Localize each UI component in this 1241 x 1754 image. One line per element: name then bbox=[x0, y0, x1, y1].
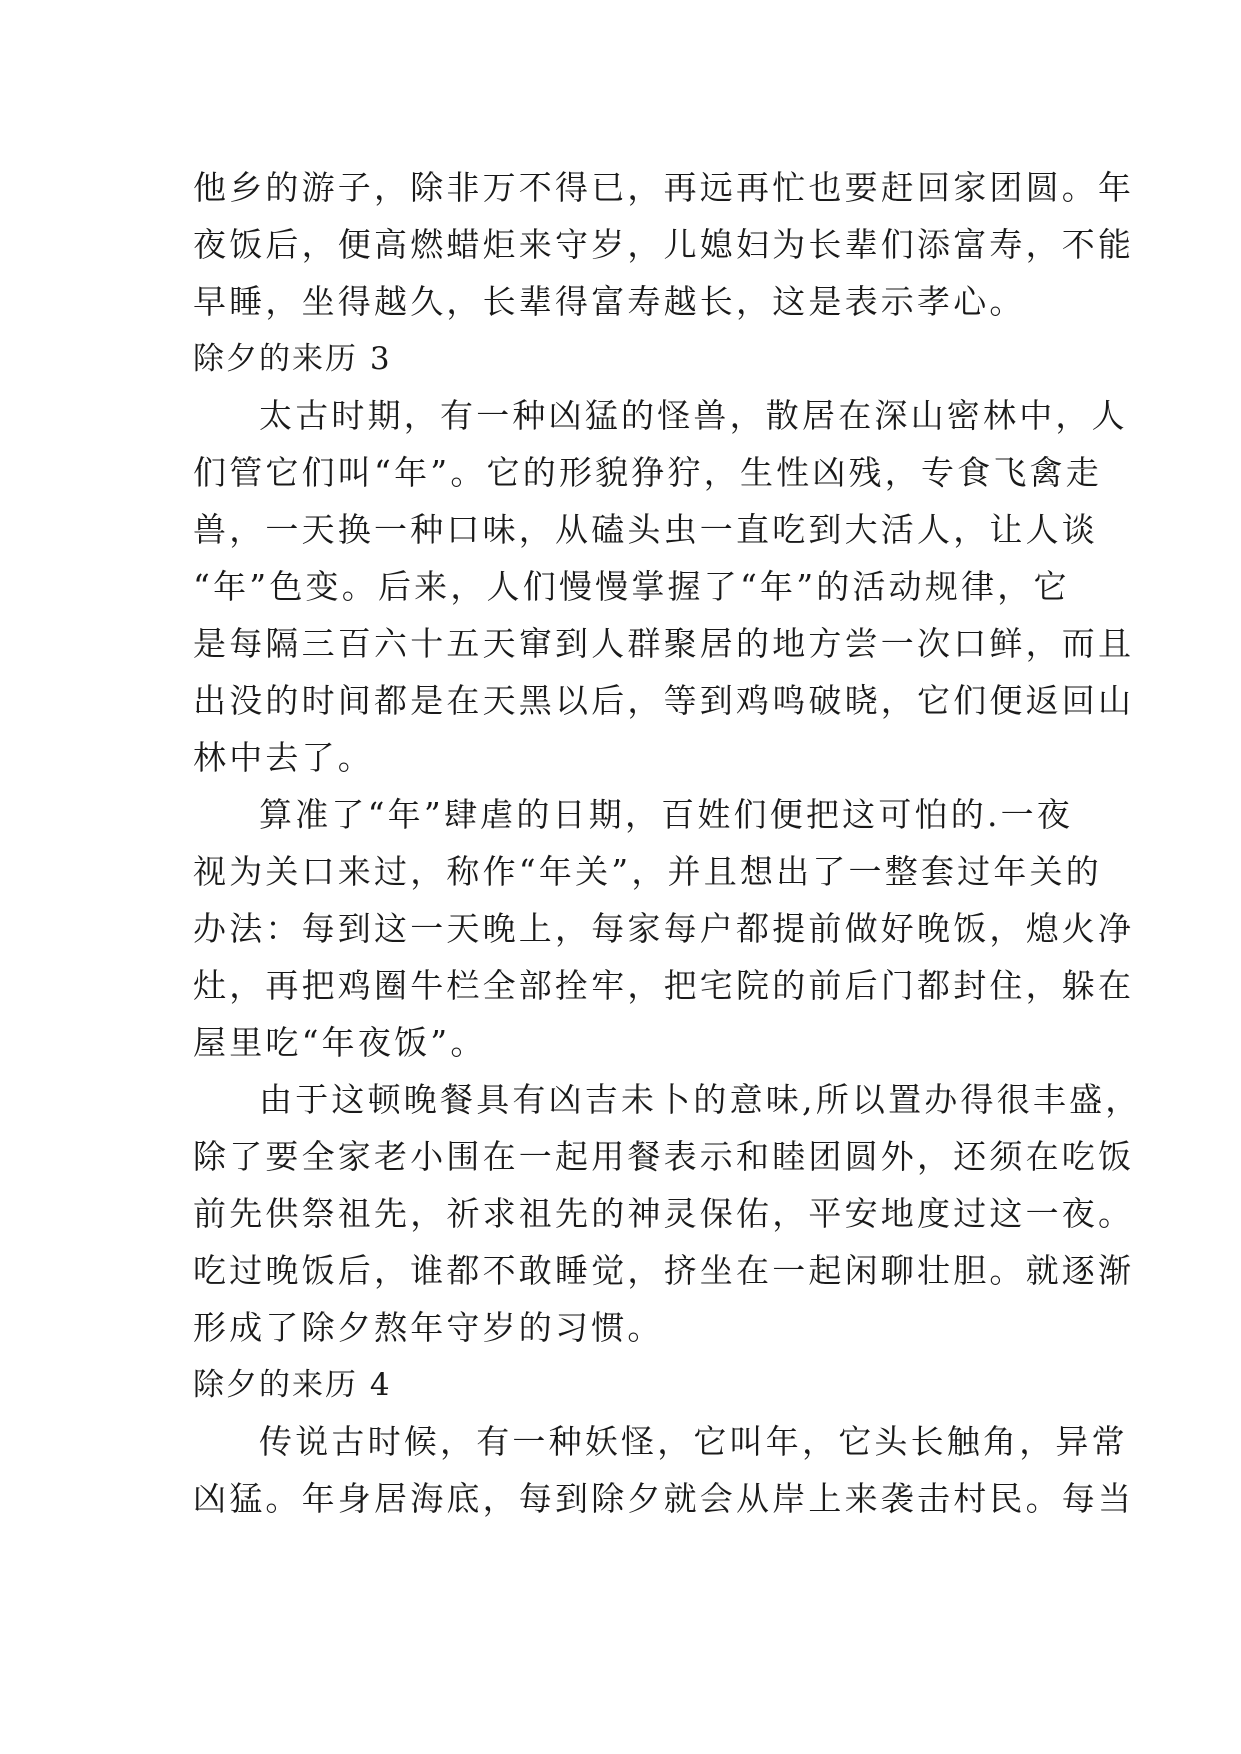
paragraph-line: 们管它们叫“年”。它的形貌狰狞，生性凶残，专食飞禽走 bbox=[193, 453, 1102, 492]
paragraph-line: 兽，一天换一种口味，从磕头虫一直吃到大活人，让人谈 bbox=[193, 510, 1098, 549]
paragraph-line: 由于这顿晚餐具有凶吉未卜的意味,所以置办得很丰盛， bbox=[259, 1080, 1142, 1119]
paragraph-line: 出没的时间都是在天黑以后，等到鸡鸣破晓，它们便返回山 bbox=[193, 681, 1135, 720]
paragraph-line: 算准了“年”肆虐的日期，百姓们便把这可怕的.一夜 bbox=[259, 795, 1074, 834]
paragraph-line: 屋里吃“年夜饭”。 bbox=[193, 1023, 487, 1062]
paragraph-line: “年”色变。后来，人们慢慢掌握了“年”的活动规律，它 bbox=[193, 567, 1070, 606]
paragraph-line: 太古时期，有一种凶猛的怪兽，散居在深山密林中，人 bbox=[259, 396, 1128, 435]
paragraph-line: 凶猛。年身居海底，每到除夕就会从岸上来袭击村民。每当 bbox=[193, 1479, 1135, 1518]
paragraph-line: 传说古时候，有一种妖怪，它叫年，它头长触角，异常 bbox=[259, 1422, 1128, 1461]
section-heading: 除夕的来历 4 bbox=[193, 1367, 392, 1403]
paragraph-line: 办法：每到这一天晚上，每家每户都提前做好晚饭，熄火净 bbox=[193, 909, 1135, 948]
paragraph-line: 他乡的游子，除非万不得已，再远再忙也要赶回家团圆。年 bbox=[193, 168, 1135, 207]
paragraph-line: 除了要全家老小围在一起用餐表示和睦团圆外，还须在吃饭 bbox=[193, 1137, 1135, 1176]
paragraph-line: 视为关口来过，称作“年关”，并且想出了一整套过年关的 bbox=[193, 852, 1102, 891]
paragraph-line: 夜饭后，便高燃蜡炬来守岁，儿媳妇为长辈们添富寿，不能 bbox=[193, 225, 1135, 264]
paragraph-line: 早睡，坐得越久，长辈得富寿越长，这是表示孝心。 bbox=[193, 282, 1026, 321]
section-heading: 除夕的来历 3 bbox=[193, 341, 392, 377]
paragraph-line: 形成了除夕熬年守岁的习惯。 bbox=[193, 1308, 664, 1347]
paragraph-line: 灶，再把鸡圈牛栏全部拴牢，把宅院的前后门都封住，躲在 bbox=[193, 966, 1135, 1005]
paragraph-line: 林中去了。 bbox=[193, 738, 374, 777]
paragraph-line: 吃过晚饭后，谁都不敢睡觉，挤坐在一起闲聊壮胆。就逐渐 bbox=[193, 1251, 1135, 1290]
paragraph-line: 前先供祭祖先，祈求祖先的神灵保佑，平安地度过这一夜。 bbox=[193, 1194, 1135, 1233]
paragraph-line: 是每隔三百六十五天窜到人群聚居的地方尝一次口鲜，而且 bbox=[193, 624, 1135, 663]
